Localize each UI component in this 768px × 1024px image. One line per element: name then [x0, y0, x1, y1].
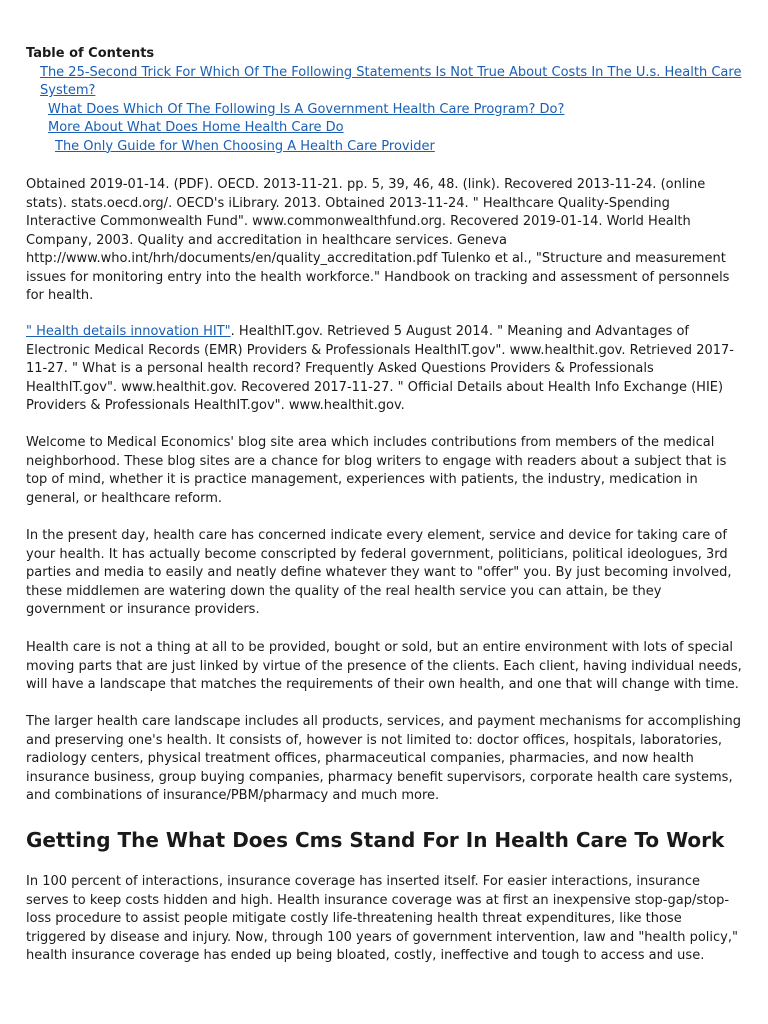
toc-link-1[interactable]: The 25-Second Trick For Which Of The Following Statements Is Not True About Costs In The U.s. Health Care System? — [40, 64, 742, 98]
paragraph-references: Obtained 2019-01-14. (PDF). OECD. 2013-11-21. pp. 5, 39, 46, 48. (link). Recovered 2013-11-24. (online stats). stats.oecd.org/. OECD's iLibrary. 2013. Obtained 2013-11-24. " Healthcare Quality-Spending Interactive Commonwealth Fund". www.commonwealthfund.org. Recovered 2019-01-14. World Health Company, 2003. Quality and accreditation in healthcare services. Geneva http://www.who.int/hrh/documents/en/quality_accreditation.pdf Tulenko et al., "Structure and measurement issues for monitoring entry into the health workforce." Handbook on tracking and assessment of personnels for health. — [26, 177, 730, 303]
section-heading: Getting The What Does Cms Stand For In Health Care To Work — [26, 828, 725, 852]
paragraph-environment: Health care is not a thing at all to be provided, bought or sold, but an entire environment with lots of special moving parts that are just linked by virtue of the presence of the clients. Each client, having individual needs, will have a landscape that matches the requirements of their own health, and one that will change with time. — [26, 640, 742, 692]
toc-title: Table of Contents — [26, 46, 155, 61]
paragraph-healthit-text: . HealthIT.gov. Retrieved 5 August 2014. " Meaning and Advantages of Electronic Medical Records (EMR) Providers & Professionals HealthIT.gov". www.healthit.gov. Retrieved 2017-11-27. " What is a personal health record? Frequently Asked Questions Providers & Professionals HealthIT.gov". www.healthit.gov. Recovered 2017-11-27. " Official Details about Health Info Exchange (HIE) Providers & Professionals HealthIT.gov". www.healthit.gov. — [26, 324, 734, 413]
paragraph-healthit — [26, 323, 742, 416]
paragraph-landscape: The larger health care landscape includes all products, services, and payment mechanisms for accomplishing and preserving one's health. It consists of, however is not limited to: doctor offices, hospitals, laboratories, radiology centers, physical treatment offices, pharmaceutical companies, pharmacies, and now health insurance business, group buying companies, pharmacy benefit supervisors, corporate health care systems, and combinations of insurance/PBM/pharmacy and much more. — [26, 714, 741, 803]
health-details-link[interactable]: " Health details innovation HIT" — [26, 324, 231, 339]
paragraph-present-day: In the present day, health care has concerned indicate every element, service and device for taking care of your health. It has actually become conscripted by federal government, politicians, political ideologues, 3rd parties and media to easily and neatly define whatever they want to "offer" you. By just becoming involved, these middlemen are watering down the quality of the real health service you can attain, be they government or insurance providers. — [26, 528, 732, 617]
toc-link-2[interactable]: What Does Which Of The Following Is A Government Health Care Program? Do? — [48, 101, 565, 117]
table-of-contents — [26, 0, 742, 156]
paragraph-insurance: In 100 percent of interactions, insurance coverage has inserted itself. For easier interactions, insurance serves to keep costs hidden and high. Health insurance coverage was at first an inexpensive stop-gap/stop-loss procedure to assist people mitigate costly life-threatening health threat expenditures, like those triggered by disease and injury. Now, through 100 years of government intervention, law and "health policy," health insurance coverage has ended up being bloated, costly, ineffective and tough to access and use. — [26, 874, 738, 963]
toc-link-4[interactable]: The Only Guide for When Choosing A Health Care Provider — [55, 138, 435, 154]
paragraph-welcome: Welcome to Medical Economics' blog site area which includes contributions from members of the medical neighborhood. These blog sites are a chance for blog writers to engage with readers about a subject that is top of mind, whether it is practice management, experiences with patients, the industry, medication in general, or healthcare reform. — [26, 435, 727, 506]
toc-link-3[interactable]: More About What Does Home Health Care Do — [48, 120, 344, 135]
